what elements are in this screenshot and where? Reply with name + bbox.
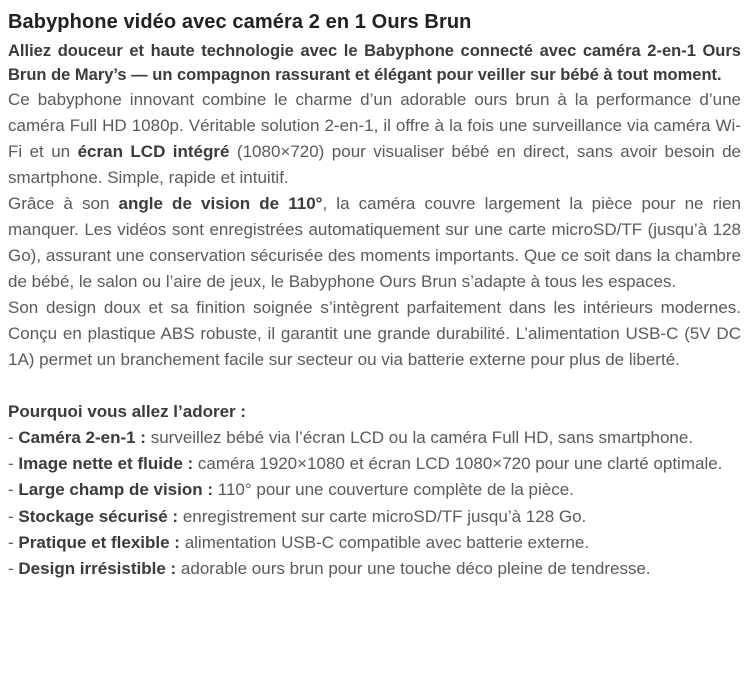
feature-label: Pratique et flexible : [18, 532, 180, 552]
features-heading: Pourquoi vous allez l’adorer : [8, 402, 247, 421]
bullet-dash: - [8, 532, 14, 552]
paragraph-text: (1080×720) pour visualiser bébé en direct, sans avoir besoin de smartphone. Simple, rapide et intuitif. [8, 142, 742, 187]
feature-label: Large champ de vision : [18, 480, 214, 500]
bullet-dash: - [8, 506, 14, 526]
features-list [8, 425, 741, 582]
list-item [8, 425, 741, 451]
product-description-document [0, 10, 749, 582]
paragraph-text: Ce babyphone innovant combine le charme d’un adorable ours brun à la performance d’une caméra Full HD 1080p. Véritable solution 2-en-1, il offre à la fois une surveillance via caméra Wi-Fi et un [8, 90, 741, 161]
list-item [8, 530, 741, 556]
feature-text: 110° pour une couverture complète de la pièce. [217, 480, 574, 500]
feature-label: Stockage sécurisé : [18, 506, 179, 526]
paragraph-camera-overview [8, 87, 741, 191]
bullet-dash: - [8, 428, 14, 447]
list-item [8, 556, 741, 582]
paragraph-design-power [8, 295, 741, 373]
list-item [8, 451, 741, 477]
feature-text: enregistrement sur carte microSD/TF jusqu’à 128 Go. [182, 506, 587, 526]
feature-label: Design irrésistible : [18, 559, 177, 579]
feature-text: alimentation USB-C compatible avec batterie externe. [184, 532, 590, 552]
emphasis-angle-vision: angle de vision de 110° [118, 194, 323, 213]
bullet-dash: - [8, 454, 14, 474]
paragraph-text: Grâce à son [8, 194, 119, 213]
emphasis-ecran-lcd: écran LCD intégré [77, 142, 230, 161]
paragraph-vision-storage [8, 191, 741, 295]
feature-label: Image nette et fluide : [18, 454, 194, 474]
page-title: Babyphone vidéo avec caméra 2 en 1 Ours Brun [8, 11, 472, 33]
feature-text: caméra 1920×1080 et écran LCD 1080×720 pour une clarté optimale. [197, 454, 723, 474]
list-item [8, 477, 741, 503]
feature-text: surveillez bébé via l’écran LCD ou la caméra Full HD, sans smartphone. [150, 428, 694, 447]
list-item [8, 504, 741, 530]
feature-label: Caméra 2-en-1 : [18, 428, 146, 447]
paragraph-text: , la caméra couvre largement la pièce pour ne rien manquer. Les vidéos sont enregistrées automatiquement sur une carte microSD/TF (jusqu’à 128 Go), assurant une conservation sécurisée des moments importants. Que ce soit dans la chambre de bébé, le salon ou l’aire de jeux, le Babyphone Ours Brun s’adapte à tous les espaces. [8, 194, 741, 291]
intro-paragraph: Alliez douceur et haute technologie avec le Babyphone connecté avec caméra 2-en-1 Ours Brun de Mary’s — un compagnon rassurant et élégant pour veiller sur bébé à tout moment. [8, 42, 741, 84]
bullet-dash: - [8, 559, 14, 579]
feature-text: adorable ours brun pour une touche déco pleine de tendresse. [180, 559, 651, 579]
paragraph-text: Son design doux et sa finition soignée s’intègrent parfaitement dans les intérieurs modernes. Conçu en plastique ABS robuste, il garantit une grande durabilité. L’alimentation USB-C (5V DC 1A) permet un branchement facile sur secteur ou via batterie externe pour plus de liberté. [8, 298, 741, 369]
bullet-dash: - [8, 480, 14, 500]
